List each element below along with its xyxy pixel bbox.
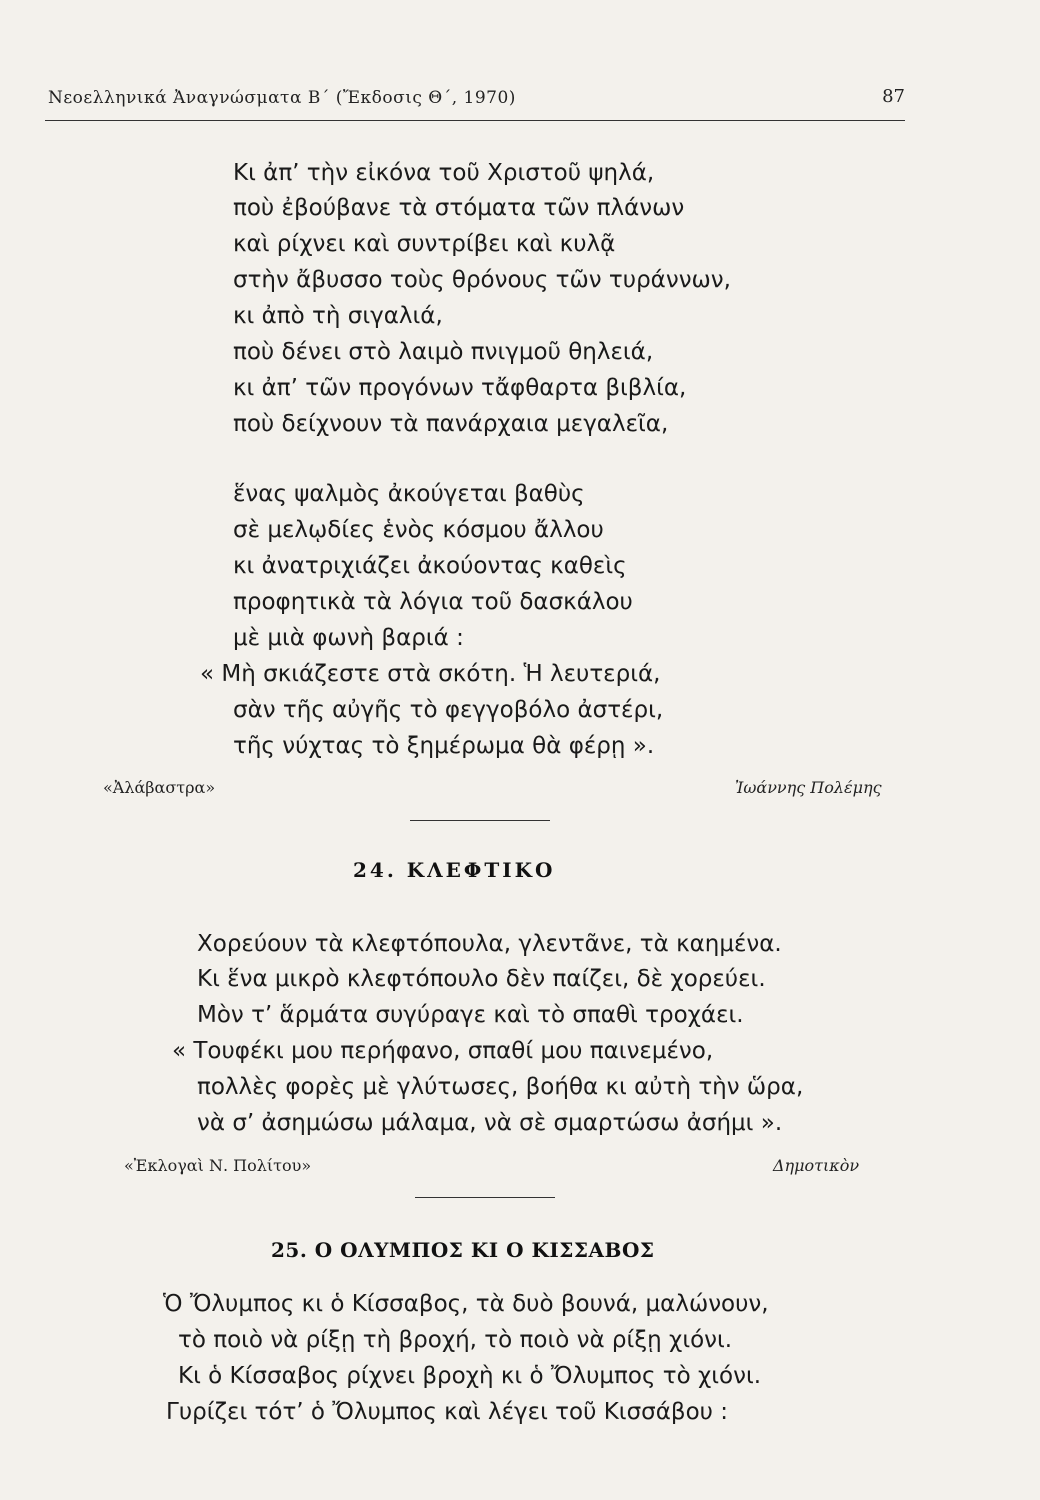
verse-line: στὴν ἄβυσσο τοὺς θρόνους τῶν τυράννων,: [233, 267, 731, 293]
verse-line: προφητικὰ τὰ λόγια τοῦ δασκάλου: [233, 589, 633, 615]
verse-line: ποὺ ἐβούβανε τὰ στόματα τῶν πλάνων: [233, 195, 685, 221]
source-citation: «Ἐκλογαὶ Ν. Πολίτου»: [124, 1156, 312, 1175]
verse-line: ποὺ δένει στὸ λαιμὸ πνιγμοῦ θηλειά,: [233, 339, 654, 365]
header-rule: [45, 120, 905, 121]
verse-line: καὶ ρίχνει καὶ συντρίβει καὶ κυλᾷ: [233, 231, 616, 257]
verse-line: « Μὴ σκιάζεστε στὰ σκότη. Ἡ λευτεριά,: [200, 661, 661, 687]
verse-line: ποὺ δείχνουν τὰ πανάρχαια μεγαλεῖα,: [233, 411, 669, 437]
verse-line: τῆς νύχτας τὸ ξημέρωμα θὰ φέρῃ ».: [233, 733, 655, 759]
verse-line: Κι ἀπ’ τὴν εἰκόνα τοῦ Χριστοῦ ψηλά,: [233, 160, 655, 186]
verse-line: κι ἀνατριχιάζει ἀκούοντας καθεὶς: [233, 553, 627, 579]
verse-line: Κι ὁ Κίσσαβος ρίχνει βροχὴ κι ὁ Ὄλυμπος τὸ χιόνι.: [178, 1363, 762, 1389]
author-name: Δημοτικὸν: [773, 1156, 860, 1175]
page-number: 87: [882, 86, 905, 107]
verse-line: Μὸν τ’ ἅρμάτα συγύραγε καὶ τὸ σπαθὶ τροχάει.: [197, 1002, 744, 1028]
verse-line: νὰ σ’ ἀσημώσω μάλαμα, νὰ σὲ σμαρτώσω ἀσήμι ».: [197, 1110, 783, 1136]
verse-line: « Τουφέκι μου περήφανο, σπαθί μου παινεμένο,: [172, 1038, 714, 1064]
verse-line: Χορεύουν τὰ κλεφτόπουλα, γλεντᾶνε, τὰ καημένα.: [197, 931, 782, 957]
author-name: Ἰωάννης Πολέμης: [735, 778, 882, 797]
verse-line: Ὁ Ὄλυμπος κι ὁ Κίσσαβος, τὰ δυὸ βουνά, μαλώνουν,: [163, 1291, 769, 1317]
section-title-25: 25. Ο ΟΛΥΜΠΟΣ ΚΙ Ο ΚΙΣΣΑΒΟΣ: [271, 1238, 655, 1262]
section-title-24: 24. ΚΛΕΦΤΙΚΟ: [353, 858, 556, 882]
verse-line: πολλὲς φορὲς μὲ γλύτωσες, βοήθα κι αὐτὴ τὴν ὥρα,: [197, 1074, 804, 1100]
verse-line: Γυρίζει τότ’ ὁ Ὄλυμπος καὶ λέγει τοῦ Κισσάβου :: [166, 1399, 729, 1425]
verse-line: σὲ μελῳδίες ἑνὸς κόσμου ἄλλου: [233, 517, 604, 543]
verse-line: σὰν τῆς αὐγῆς τὸ φεγγοβόλο ἀστέρι,: [233, 697, 664, 723]
verse-line: κι ἀπ’ τῶν προγόνων τἄφθαρτα βιβλία,: [233, 375, 687, 401]
verse-line: μὲ μιὰ φωνὴ βαριά :: [233, 625, 464, 651]
source-citation: «Ἀλάβαστρα»: [103, 778, 216, 797]
verse-line: τὸ ποιὸ νὰ ρίξῃ τὴ βροχή, τὸ ποιὸ νὰ ρίξῃ χιόνι.: [178, 1327, 733, 1353]
verse-line: κι ἀπὸ τὴ σιγαλιά,: [233, 303, 443, 329]
verse-line: ἕνας ψαλμὸς ἀκούγεται βαθὺς: [233, 481, 585, 507]
section-divider: [415, 1197, 555, 1198]
running-title: Νεοελληνικά Ἀναγνώσματα Β΄ (Ἔκδοσις Θ΄, 1970): [48, 88, 516, 108]
verse-line: Κι ἕνα μικρὸ κλεφτόπουλο δὲν παίζει, δὲ χορεύει.: [197, 966, 766, 992]
section-divider: [410, 820, 550, 821]
